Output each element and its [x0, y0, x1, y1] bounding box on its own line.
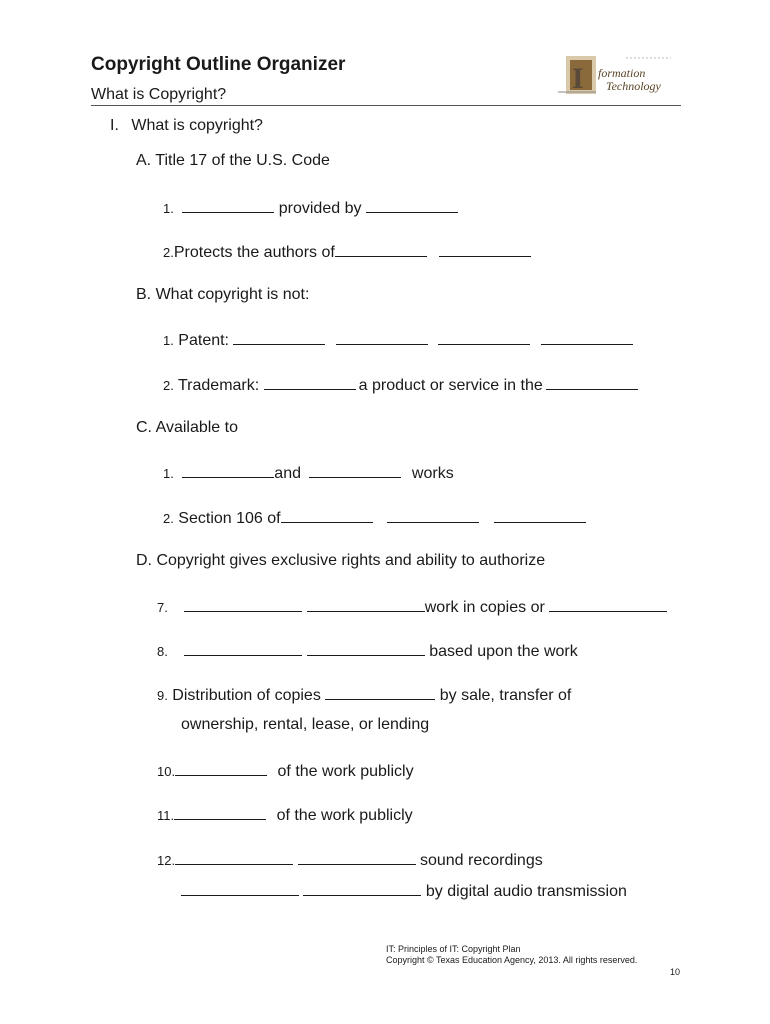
svg-text:formation: formation — [598, 66, 646, 80]
blank-field[interactable] — [438, 330, 530, 345]
outline-item-C2: 2. Section 106 of — [163, 508, 586, 528]
blank-field[interactable] — [175, 761, 267, 776]
header-divider — [91, 105, 681, 106]
blank-field[interactable] — [298, 850, 416, 865]
blank-field[interactable] — [281, 508, 373, 523]
outline-item-D12: 12. sound recordings — [157, 852, 543, 869]
blank-field[interactable] — [303, 881, 421, 896]
blank-field[interactable] — [335, 242, 427, 257]
blank-field[interactable] — [309, 463, 401, 478]
blank-field[interactable] — [494, 508, 586, 523]
blank-field[interactable] — [546, 375, 638, 390]
page-subtitle: What is Copyright? — [91, 86, 227, 103]
blank-field[interactable] — [307, 597, 425, 612]
blank-field[interactable] — [184, 597, 302, 612]
footer-copyright: Copyright © Texas Education Agency, 2013. All rights reserved. — [386, 955, 638, 965]
blank-field[interactable] — [439, 242, 531, 257]
blank-field[interactable] — [175, 850, 293, 865]
blank-field[interactable] — [174, 805, 266, 820]
outline-item-I: I. What is copyright? — [110, 117, 263, 134]
blank-field[interactable] — [387, 508, 479, 523]
blank-field[interactable] — [307, 641, 425, 656]
blank-field[interactable] — [182, 463, 274, 478]
outline-item-B: B. What copyright is not: — [136, 286, 310, 303]
information-technology-logo — [556, 50, 674, 102]
outline-item-B2: 2. Trademark: a product or service in the — [163, 375, 638, 395]
outline-item-A1: 1. provided by — [163, 198, 458, 218]
page-number: 10 — [670, 967, 681, 977]
outline-item-D11: 11. of the work publicly — [157, 807, 413, 824]
outline-item-D12-continued: by digital audio transmission — [181, 881, 627, 901]
blank-field[interactable] — [264, 375, 356, 390]
outline-item-D7: 7. work in copies or — [157, 597, 667, 617]
outline-item-D8: 8. based upon the work — [157, 643, 578, 660]
blank-field[interactable] — [182, 198, 274, 213]
outline-item-D9: 9. Distribution of copies by sale, transfer of — [157, 687, 572, 704]
blank-field[interactable] — [336, 330, 428, 345]
blank-field[interactable] — [181, 881, 299, 896]
outline-item-C1: 1. and works — [163, 465, 454, 482]
blank-field[interactable] — [366, 198, 458, 213]
outline-item-A2: 2.Protects the authors of — [163, 242, 531, 262]
svg-text:I: I — [572, 62, 584, 95]
page-title: Copyright Outline Organizer — [91, 54, 346, 75]
blank-field[interactable] — [233, 330, 325, 345]
svg-text:Technology: Technology — [606, 79, 661, 93]
outline-item-B1: 1. Patent: — [163, 330, 633, 350]
blank-field[interactable] — [325, 685, 435, 700]
outline-item-A: A. Title 17 of the U.S. Code — [136, 152, 330, 169]
footer-course: IT: Principles of IT: Copyright Plan — [386, 944, 521, 954]
outline-item-D9-continued: ownership, rental, lease, or lending — [181, 716, 430, 733]
blank-field[interactable] — [549, 597, 667, 612]
outline-item-D10: 10. of the work publicly — [157, 763, 414, 780]
blank-field[interactable] — [184, 641, 302, 656]
outline-item-D: D. Copyright gives exclusive rights and ability to authorize — [136, 552, 546, 569]
outline-item-C: C. Available to — [136, 419, 238, 436]
blank-field[interactable] — [541, 330, 633, 345]
